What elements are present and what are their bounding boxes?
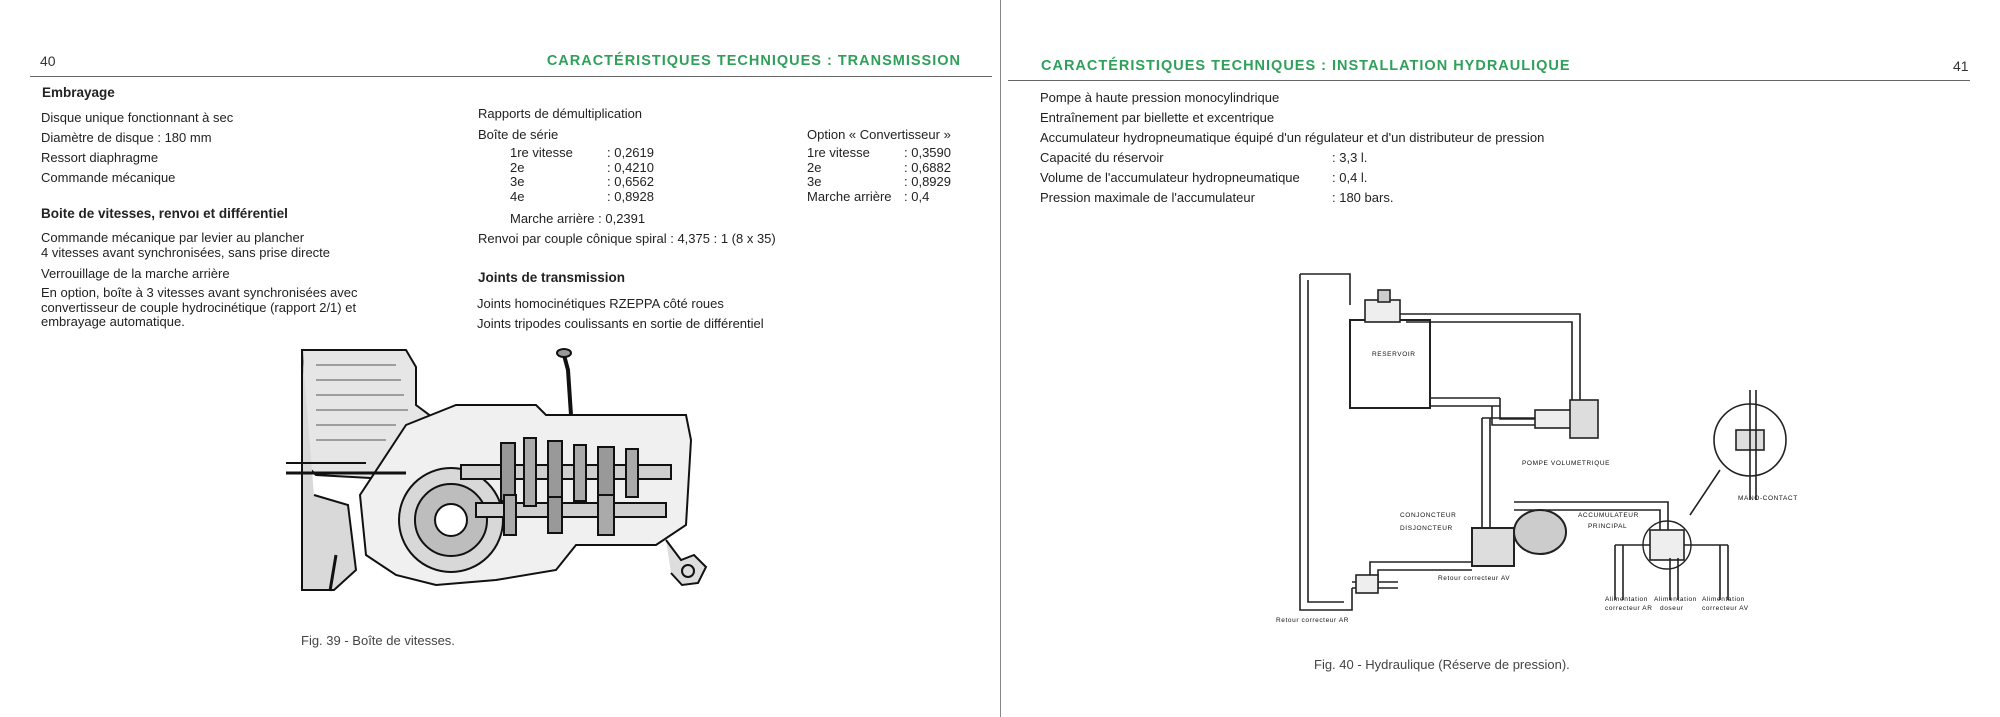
spec-value: : 180 bars.	[1332, 190, 1394, 205]
clutch-specs	[41, 108, 233, 188]
left-page-header: CARACTÉRISTIQUES TECHNIQUES : TRANSMISSION	[546, 53, 961, 69]
spec-label: Volume de l'accumulateur hydropneumatique	[1040, 170, 1300, 185]
gear-label: 3e	[807, 174, 822, 189]
left-header-rule	[30, 76, 992, 77]
standard-reverse: Marche arrière : 0,2391	[510, 211, 646, 226]
clutch-line: Disque unique fonctionnant à sec	[41, 110, 234, 125]
clutch-line: Diamètre de disque : 180 mm	[41, 130, 212, 145]
label-pump: POMPE VOLUMETRIQUE	[1522, 460, 1611, 467]
right-header-rule	[1008, 80, 1970, 81]
spec-label: Capacité du réservoir	[1040, 150, 1164, 165]
gearbox-option	[41, 286, 358, 330]
gear-label: Marche arrière	[807, 188, 892, 204]
left-page-number: 40	[40, 53, 56, 69]
gear-value: : 0,4	[904, 188, 930, 204]
ratios-title: Rapports de démultiplication	[478, 106, 643, 121]
hydraulic-line: Pompe à haute pression monocylindrique	[1040, 90, 1280, 105]
hydraulic-diagram	[1270, 270, 1810, 630]
joints-line: Joints tripodes coulissants en sortie de différentiel	[477, 316, 764, 331]
gear-label: 1re vitesse	[807, 145, 870, 160]
gearbox-line: En option, boîte à 3 vitesses avant synchronisées avec	[41, 285, 358, 300]
gearbox-illustration	[286, 345, 716, 615]
gearbox-line: 4 vitesses avant synchronisées, sans prise directe	[41, 244, 331, 260]
spec-value: : 3,3 l.	[1332, 150, 1368, 165]
label-retour-av: Retour correcteur AV	[1438, 575, 1511, 582]
gearbox-line: Commande mécanique par levier au plancher	[41, 230, 305, 245]
standard-box-title: Boîte de série	[478, 127, 559, 142]
gear-label: 3e	[510, 174, 525, 189]
option-gear-values	[904, 146, 951, 204]
right-page-number: 41	[1953, 58, 1969, 74]
spec-value: : 0,4 l.	[1332, 170, 1368, 185]
gear-label: 2e	[510, 159, 525, 175]
gearbox-controls	[41, 231, 330, 260]
label-principal: PRINCIPAL	[1588, 523, 1628, 530]
label-alim-2b: doseur	[1660, 605, 1684, 612]
gear-label: 4e	[510, 188, 525, 204]
bevel-ratio: Renvoi par couple cônique spiral : 4,375 : 1 (8 x 35)	[478, 231, 776, 246]
clutch-title: Embrayage	[42, 85, 115, 100]
label-alim-3a: Alimentation	[1702, 596, 1745, 603]
label-alim-3b: correcteur AV	[1702, 605, 1749, 612]
label-alim-1a: Alimentation	[1605, 596, 1648, 603]
hydraulic-spec-labels	[1040, 148, 1300, 208]
page-gutter	[1000, 0, 1001, 717]
standard-gear-labels	[510, 146, 573, 204]
gear-label: 1re vitesse	[510, 145, 573, 160]
label-reservoir: RESERVOIR	[1372, 351, 1416, 358]
gearbox-line: embrayage automatique.	[41, 314, 185, 329]
hydraulic-line: Accumulateur hydropneumatique équipé d'un régulateur et d'un distributeur de pression	[1040, 130, 1545, 145]
gear-value: : 0,2619	[607, 145, 654, 160]
hydraulic-line: Entraînement par biellette et excentrique	[1040, 110, 1275, 125]
gearbox-reverse-lock: Verrouillage de la marche arrière	[41, 266, 230, 281]
gear-value: : 0,4210	[607, 159, 654, 175]
figure-40-caption: Fig. 40 - Hydraulique (Réserve de pression).	[1314, 657, 1570, 672]
gear-value: : 0,8929	[904, 174, 951, 189]
clutch-line: Commande mécanique	[41, 170, 176, 185]
gear-value: : 0,6562	[607, 174, 654, 189]
option-title: Option « Convertisseur »	[807, 127, 951, 142]
gear-value: : 0,3590	[904, 145, 951, 160]
label-conjoncteur: CONJONCTEUR	[1400, 512, 1457, 519]
label-accumulateur: ACCUMULATEUR	[1578, 512, 1639, 519]
figure-39-caption: Fig. 39 - Boîte de vitesses.	[301, 633, 455, 648]
option-gear-labels	[807, 146, 892, 204]
right-page-header: CARACTÉRISTIQUES TECHNIQUES : INSTALLATION HYDRAULIQUE	[1041, 58, 1571, 74]
standard-gear-values	[607, 146, 654, 204]
gearbox-line: convertisseur de couple hydrocinétique (rapport 2/1) et	[41, 299, 357, 315]
label-mano-contact: MANO-CONTACT	[1738, 495, 1798, 502]
gearbox-title: Boite de vitesses, renvoı et différentiel	[41, 206, 288, 221]
hydraulic-specs	[1040, 88, 1544, 148]
gear-value: : 0,8928	[607, 188, 654, 204]
label-retour-ar: Retour correcteur AR	[1276, 617, 1350, 624]
spec-label: Pression maximale de l'accumulateur	[1040, 190, 1255, 205]
label-alim-1b: correcteur AR	[1605, 605, 1653, 612]
joints-title: Joints de transmission	[478, 270, 626, 285]
clutch-line: Ressort diaphragme	[41, 150, 159, 165]
label-disjoncteur: DISJONCTEUR	[1400, 525, 1453, 532]
hydraulic-spec-values	[1332, 148, 1393, 208]
joints-specs	[477, 294, 764, 334]
gear-label: 2e	[807, 159, 822, 175]
gear-value: : 0,6882	[904, 159, 951, 175]
label-alim-2a: Alimentation	[1654, 596, 1697, 603]
joints-line: Joints homocinétiques RZEPPA côté roues	[477, 296, 724, 311]
